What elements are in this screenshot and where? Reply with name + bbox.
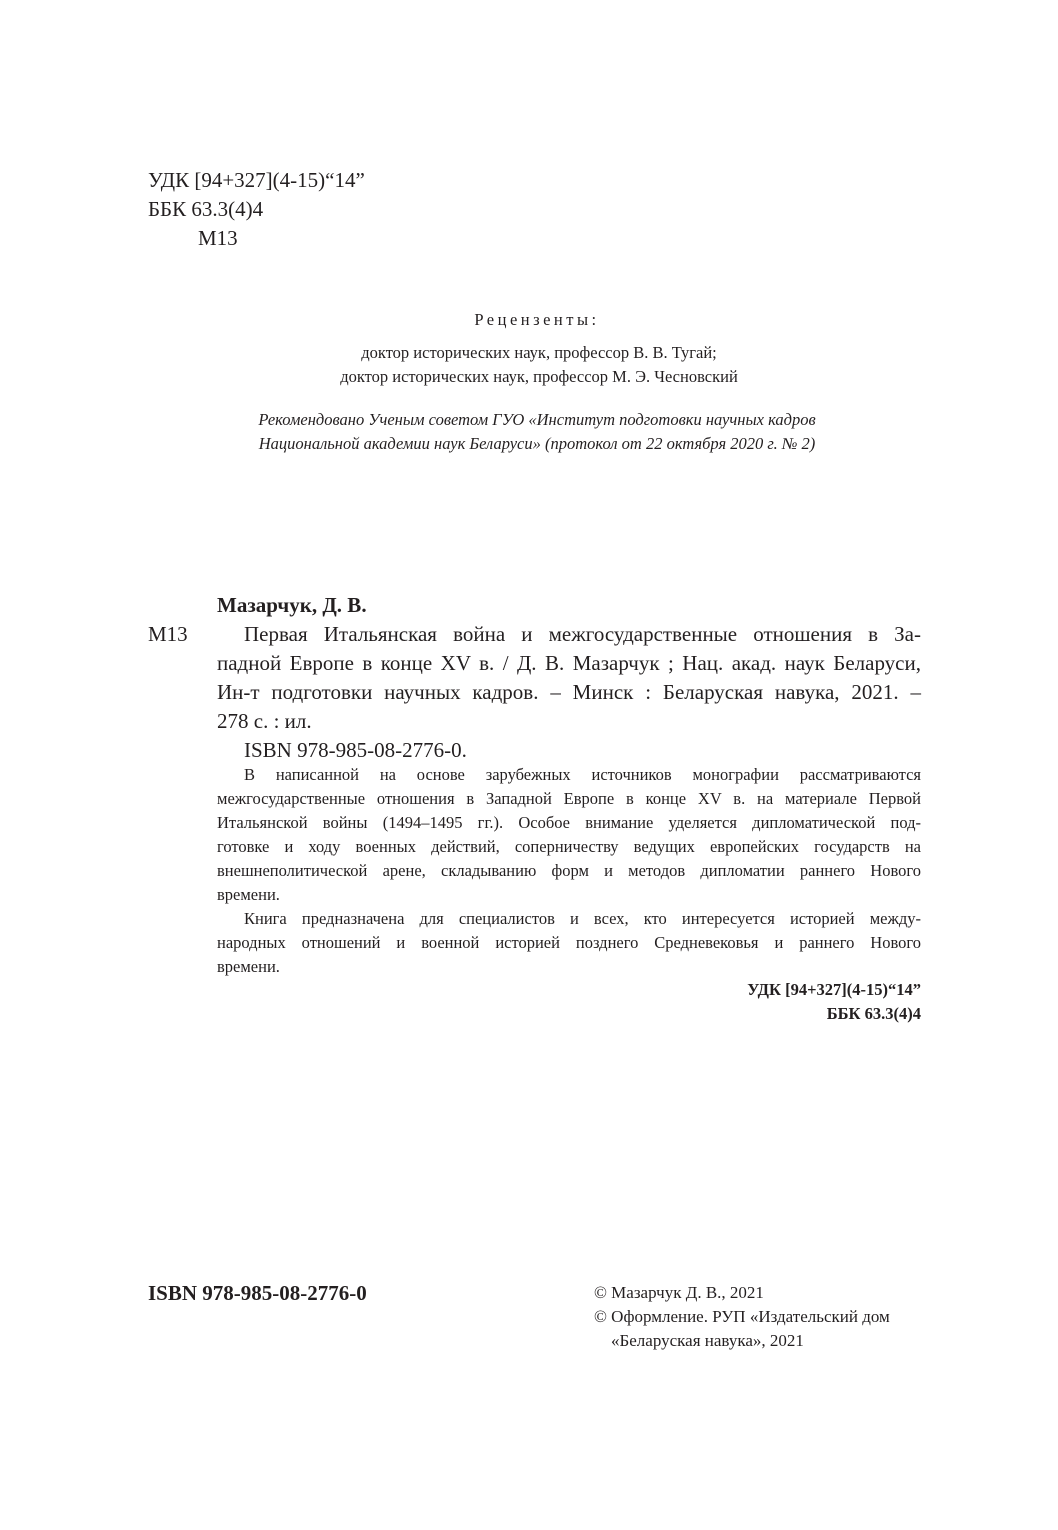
annotation-p2-line-3: времени. <box>217 957 280 976</box>
catalog-line-3: Ин-т подготовки научных кадров. – Минск : Беларуская навука, 2021. – <box>217 680 921 704</box>
copyright-line-2: © Оформление. РУП «Издательский дом <box>594 1307 890 1326</box>
recommendation-line-2: Национальной академии наук Беларуси» (протокол от 22 октября 2020 г. № 2) <box>258 434 816 453</box>
catalog-line-1: Первая Итальянская война и межгосударственные отношения в За- <box>244 622 921 646</box>
catalog-mark: М13 <box>148 622 188 646</box>
footer-udk: УДК [94+327](4-15)“14” <box>747 980 921 999</box>
reviewer-1: доктор исторических наук, профессор В. В. Тугай; <box>361 343 717 362</box>
catalog-line-2: падной Европе в конце XV в. / Д. В. Мазарчук ; Нац. акад. наук Беларуси, <box>217 651 921 675</box>
catalog-line-4: 278 с. : ил. <box>217 709 312 733</box>
catalog-author: Мазарчук, Д. В. <box>217 593 367 617</box>
annotation-p2-line-1: Книга предназначена для специалистов и всех, кто интересуется историей между- <box>244 909 921 928</box>
recommendation <box>0 408 1058 456</box>
annotation-p1-line-1: В написанной на основе зарубежных источников монографии рассматриваются <box>244 765 921 784</box>
annotation-p1-line-5: внешнеполитической арене, складыванию форм и методов дипломатии раннего Нового <box>217 861 921 880</box>
header-udk: УДК [94+327](4-15)“14” <box>148 168 365 192</box>
footer-codes <box>600 978 921 1026</box>
copyright-block <box>594 1281 890 1353</box>
annotation <box>217 763 921 979</box>
annotation-p1-line-2: межгосударственные отношения в Западной Европе в конце XV в. на материале Первой <box>217 789 921 808</box>
header-author-mark: М13 <box>198 226 238 250</box>
annotation-p1-line-6: времени. <box>217 885 280 904</box>
copyright-line-1: © Мазарчук Д. В., 2021 <box>594 1283 764 1302</box>
header-bbk: ББК 63.3(4)4 <box>148 197 264 221</box>
catalog-isbn: ISBN 978-985-08-2776-0. <box>244 738 467 762</box>
header-codes <box>148 166 365 253</box>
annotation-p1-line-4: готовке и ходу военных действий, соперничеству ведущих европейских государств на <box>217 837 921 856</box>
copyright-line-3: «Беларуская навука», 2021 <box>611 1331 804 1350</box>
bottom-isbn: ISBN 978-985-08-2776-0 <box>148 1281 367 1305</box>
annotation-p1-line-3: Итальянской войны (1494–1495 гг.). Особое внимание уделяется дипломатической под- <box>217 813 921 832</box>
reviewer-2: доктор исторических наук, профессор М. Э. Чесновский <box>340 367 738 386</box>
catalog-description <box>217 620 921 765</box>
annotation-p2-line-2: народных отношений и военной историей позднего Средневековья и раннего Нового <box>217 933 921 952</box>
reviewers-heading: Рецензенты: <box>474 310 600 329</box>
recommendation-line-1: Рекомендовано Ученым советом ГУО «Институт подготовки научных кадров <box>258 410 816 429</box>
reviewers-list <box>0 341 1058 389</box>
footer-bbk: ББК 63.3(4)4 <box>826 1004 921 1023</box>
